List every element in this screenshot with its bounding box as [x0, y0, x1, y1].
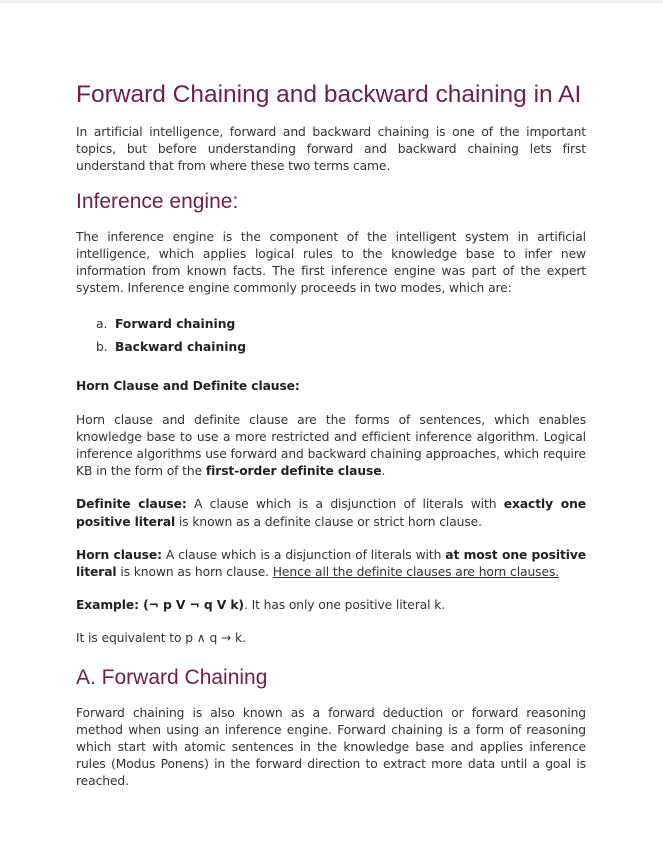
example-formula: Example: (¬ p V ¬ q V k) — [76, 598, 244, 613]
definite-clause-text-end: is known as a definite clause or strict horn clause. — [175, 514, 482, 529]
top-divider — [0, 0, 663, 3]
horn-definite-paragraph — [76, 412, 586, 481]
horn-paragraph-text: Horn clause and definite clause are the forms of sentences, which enables knowledge base to use a more restricted and efficient inference algorithm. Logical inference algorithms use forward and backward chaining approaches, which require KB in the form of the — [76, 412, 586, 479]
list-marker: b. — [96, 340, 108, 355]
horn-clause-label: Horn clause: — [76, 547, 162, 562]
inference-modes-list — [76, 313, 586, 359]
mode-label: Forward chaining — [115, 317, 236, 332]
example-text: . It has only one positive literal k. — [243, 598, 446, 613]
mode-label: Backward chaining — [115, 340, 247, 355]
horn-clause-emphasis: at most one positive literal — [76, 547, 586, 580]
list-marker: a. — [96, 317, 108, 332]
intro-paragraph: In artificial intelligence, forward and backward chaining is one of the important topics, but before understanding forward and backward chaining lets first understand that from where these two terms came. — [76, 125, 586, 174]
definite-clause-paragraph — [76, 496, 586, 530]
inference-engine-paragraph: The inference engine is the component of the intelligent system in artificial intelligence, which applies logical rules to the knowledge base to infer new information from known facts. The first inference engine was part of the expert system. Inference engine commonly proceeds in two modes, which are: — [76, 229, 586, 296]
definite-clause-emphasis: exactly one positive literal — [76, 497, 586, 529]
list-item — [96, 336, 586, 359]
horn-clause-paragraph — [76, 547, 586, 581]
horn-clause-text: A clause which is a disjunction of literals with — [161, 547, 446, 562]
horn-clause-text-end: is known as horn clause. — [116, 565, 273, 580]
document-content — [76, 78, 586, 791]
list-item — [96, 313, 586, 336]
page-title: Forward Chaining and backward chaining in AI — [76, 81, 582, 108]
definite-clause-label: Definite clause: — [76, 497, 187, 512]
example-paragraph — [76, 597, 586, 614]
forward-chaining-paragraph: Forward chaining is also known as a forward deduction or forward reasoning method when using an inference engine. Forward chaining is a form of reasoning which start with atomic sentences in the knowledge base and applies inference rules (Modus Ponens) in the forward direction to extract more data until a goal is reached. — [76, 705, 586, 789]
forward-chaining-heading: A. Forward Chaining — [76, 665, 268, 689]
inference-engine-heading: Inference engine: — [76, 189, 239, 213]
horn-clause-underlined: Hence all the definite clauses are horn clauses. — [272, 565, 560, 580]
horn-clause-subheading: Horn Clause and Definite clause: — [76, 379, 300, 394]
horn-paragraph-end: . — [381, 464, 386, 479]
equivalent-paragraph: It is equivalent to p ∧ q → k. — [76, 631, 246, 646]
horn-paragraph-bold: first-order definite clause — [205, 464, 382, 479]
definite-clause-text: A clause which is a disjunction of literals with — [186, 497, 504, 512]
